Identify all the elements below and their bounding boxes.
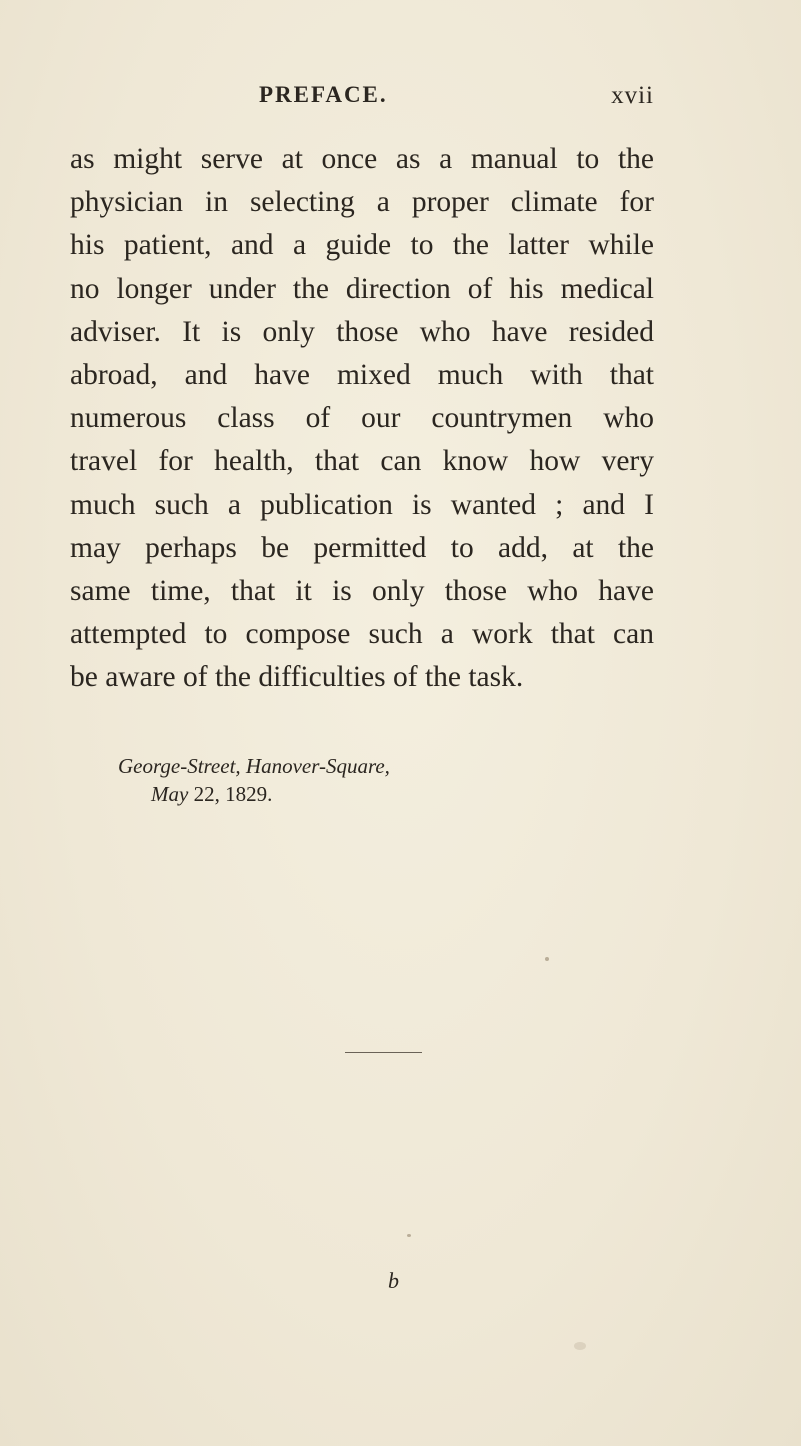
text-line: much such a publication is wanted ; and I [70, 488, 654, 521]
signature-date-line [118, 780, 390, 808]
text-line: as might serve at once as a manual to the [70, 143, 654, 175]
text-line: his patient, and a guide to the latter while [70, 229, 654, 262]
text-line: travel for health, that can know how very [70, 445, 654, 478]
text-line: adviser. It is only those who have resided [70, 315, 654, 348]
text-line: attempted to compose such a work that can [70, 618, 654, 651]
signature-place: George-Street, Hanover-Square, [118, 754, 390, 778]
page-number: xvii [611, 82, 654, 109]
paper-speck [545, 957, 549, 961]
signature-block [118, 752, 390, 808]
text-line: physician in selecting a proper climate for [70, 186, 654, 219]
text-line: same time, that it is only those who have [70, 575, 654, 608]
running-head [154, 82, 654, 122]
gathering-signature-mark: b [388, 1268, 399, 1293]
running-head-title: PREFACE. [259, 82, 388, 107]
paper-speck [407, 1234, 411, 1237]
signature-date-rest: 22, 1829. [193, 782, 273, 806]
text-line: no longer under the direction of his medical [70, 272, 654, 305]
text-line: be aware of the difficulties of the task. [70, 661, 524, 694]
text-line: numerous class of our countrymen who [70, 402, 654, 435]
signature-date-month: May [151, 782, 189, 806]
preface-paragraph [70, 138, 654, 700]
text-line: abroad, and have mixed much with that [70, 359, 654, 392]
horizontal-rule [345, 1052, 422, 1053]
paper-speck [574, 1342, 586, 1350]
text-line: may perhaps be permitted to add, at the [70, 531, 654, 564]
